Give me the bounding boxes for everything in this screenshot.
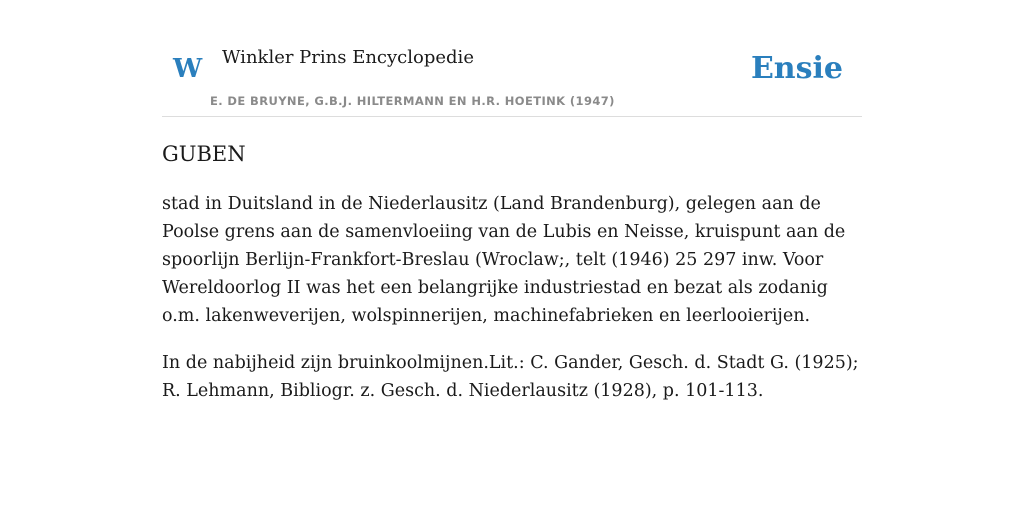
source-header <box>162 40 862 117</box>
winkler-prins-logo-icon[interactable]: W <box>173 54 203 84</box>
entry-paragraph: stad in Duitsland in de Niederlausitz (Land Brandenburg), gelegen aan de Poolse grens aan de samenvloeiing van de Lubis en Neisse, kruispunt aan de spoorlijn Berlijn-Frankfort-Breslau (Wroclaw;, telt (1946) 25 297 inw. Voor Wereldoorlog II was het een belangrijke industriestad en bezat als zodanig o.m. lakenweverijen, wolspinnerijen, machinefabrieken en leerlooierijen. <box>162 194 846 326</box>
source-authors: E. DE BRUYNE, G.B.J. HILTERMANN EN H.R. HOETINK (1947) <box>210 94 615 108</box>
entry-paragraph: In de nabijheid zijn bruinkoolmijnen.Lit.: C. Gander, Gesch. d. Stadt G. (1925); R. Lehmann, Bibliogr. z. Gesch. d. Niederlausitz (1928), p. 101-113. <box>162 353 859 401</box>
ensie-brand-logo[interactable]: Ensie <box>750 51 843 86</box>
entry-article <box>162 138 862 424</box>
entry-title: GUBEN <box>162 142 246 166</box>
entry-body <box>162 190 862 405</box>
source-title-link[interactable]: Winkler Prins Encyclopedie <box>222 47 474 68</box>
